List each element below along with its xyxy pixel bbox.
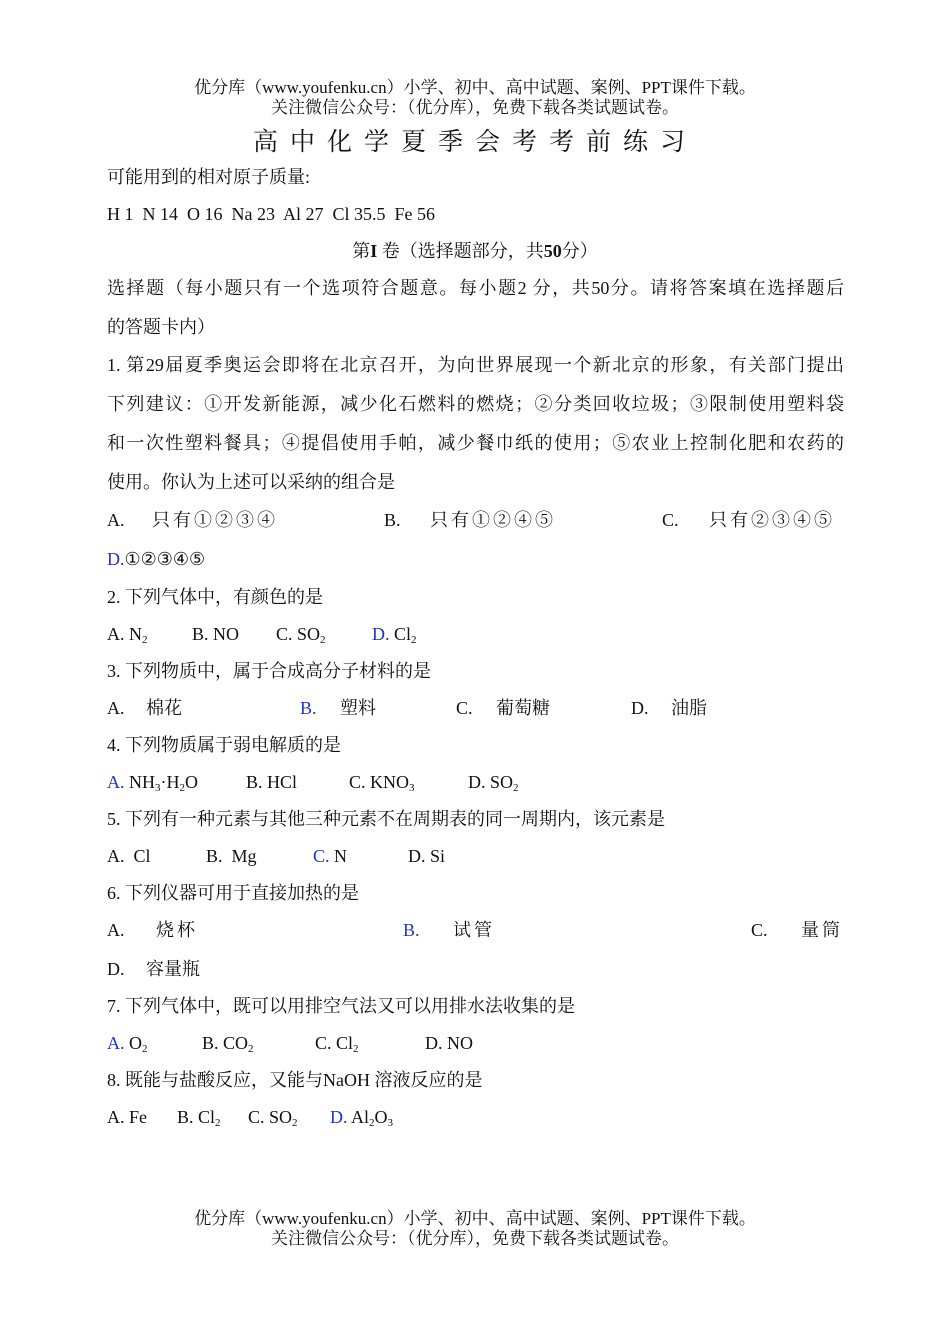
q2-option-a: A. $N_2$ — [107, 624, 148, 646]
q3-answer-label: B. — [300, 698, 317, 718]
q8-option-b: B. $Cl_2$ — [177, 1107, 221, 1129]
instructions-line-1: 选择题（每小题只有一个选项符合题意。每小题2 分，共50分。请将答案填在选择题后 — [107, 278, 844, 298]
q6-option-a-label: A. — [107, 920, 125, 940]
q7-option-a: A. $O_2$ — [107, 1033, 148, 1055]
section-title-score: 50 — [543, 241, 562, 261]
q2-option-c: C. $SO_2$ — [276, 624, 326, 646]
q1-option-d-text: ①②③④⑤ — [124, 549, 206, 569]
q2-answer-label: D. — [372, 624, 390, 644]
q4-option-c: C. $KNO_3$ — [349, 772, 415, 794]
footer-line-1: 优分库（www.youfenku.cn）小学、初中、高中试题、案例、PPT课件下载。 — [194, 1209, 756, 1228]
q1-option-d — [107, 547, 205, 571]
q2-options-row — [0, 622, 950, 652]
atomic-mass-list: H 1 N 14 O 16 Na 23 Al 27 Cl 35.5 Fe 56 — [107, 204, 435, 224]
q7-option-d: D. NO — [425, 1033, 473, 1053]
section-title-roman: I — [370, 241, 378, 261]
atomic-mass-intro: 可能用到的相对原子质量: — [107, 167, 310, 187]
q3-option-a-label: A. — [107, 698, 125, 718]
q5-option-c: C. N — [313, 846, 348, 866]
q1-option-a-text: 只有①②③④ — [152, 510, 278, 530]
q8-option-a: A. Fe — [107, 1107, 147, 1127]
q6-option-c-label: C. — [751, 920, 768, 940]
q7-options-row — [0, 1031, 950, 1061]
q3-option-d-label: D. — [631, 698, 649, 718]
section-title-mid: 卷（选择题部分，共 — [377, 241, 544, 261]
instructions-line-2: 的答题卡内） — [107, 317, 215, 337]
q4-answer-label: A. — [107, 772, 125, 792]
q5-option-a: A. Cl — [107, 846, 151, 866]
q1-options-row — [0, 508, 950, 538]
header-line-2: 关注微信公众号：（优分库），免费下载各类试题试卷。 — [271, 98, 679, 117]
q1-option-c-text: 只有②③④⑤ — [709, 510, 835, 530]
q8-option-c: C. $SO_2$ — [248, 1107, 298, 1129]
q5-option-d: D. Si — [408, 846, 446, 866]
q5-answer-label: C. — [313, 846, 330, 866]
q4-stem: 4. 下列物质属于弱电解质的是 — [107, 735, 341, 755]
q8-option-d: D. $Al_2O_3$ — [330, 1107, 394, 1129]
q6-option-c-text: 量筒 — [801, 920, 843, 940]
q7-answer-label: A. — [107, 1033, 125, 1053]
q5-stem: 5. 下列有一种元素与其他三种元素不在周期表的同一周期内，该元素是 — [107, 809, 665, 829]
q6-option-d-text: 容量瓶 — [146, 959, 200, 979]
header-line-1: 优分库（www.youfenku.cn）小学、初中、高中试题、案例、PPT课件下载。 — [194, 78, 756, 97]
q4-option-d: D. $SO_2$ — [468, 772, 519, 794]
q3-option-b-text: 塑料 — [340, 698, 376, 718]
q6-option-b-text: 试管 — [453, 920, 495, 940]
q3-option-c-label: C. — [456, 698, 473, 718]
q2-option-b: B. NO — [192, 624, 240, 644]
footer-line-2: 关注微信公众号：（优分库），免费下载各类试题试卷。 — [271, 1229, 679, 1248]
q3-stem: 3. 下列物质中，属于合成高分子材料的是 — [107, 661, 431, 681]
q5-options-row — [0, 844, 950, 874]
q6-stem: 6. 下列仪器可用于直接加热的是 — [107, 883, 359, 903]
q7-option-b: B. $CO_2$ — [202, 1033, 254, 1055]
q6-options-row — [0, 918, 950, 948]
q4-option-a: A. $NH_3\cdot H_2O$ — [107, 772, 198, 794]
q3-option-d-text: 油脂 — [671, 698, 707, 718]
q1-stem-line-4: 使用。你认为上述可以采纳的组合是 — [107, 472, 395, 492]
q1-stem-line-3: 和一次性塑料餐具；④提倡使用手帕，减少餐巾纸的使用；⑤农业上控制化肥和农药的 — [107, 433, 844, 453]
q8-answer-label: D. — [330, 1107, 348, 1127]
q6-answer-label: B. — [403, 920, 420, 940]
q1-option-b-text: 只有①②④⑤ — [430, 510, 556, 530]
q6-option-d-label: D. — [107, 959, 125, 979]
q1-answer-d-label: D. — [107, 549, 125, 569]
q7-stem: 7. 下列气体中，既可以用排空气法又可以用排水法收集的是 — [107, 996, 575, 1016]
q3-option-c-text: 葡萄糖 — [496, 698, 550, 718]
q3-options-row — [0, 696, 950, 726]
q7-option-c: C. $Cl_2$ — [315, 1033, 359, 1055]
page-title: 高中化学夏季会考考前练习 — [252, 129, 697, 156]
q1-option-b: B. — [384, 510, 401, 530]
q5-option-b: B. Mg — [206, 846, 257, 866]
section-title-pre: 第 — [352, 241, 371, 261]
q4-options-row — [0, 770, 950, 800]
q1-stem-line-2: 下列建议：①开发新能源，减少化石燃料的燃烧；②分类回收垃圾；③限制使用塑料袋 — [107, 394, 844, 414]
q8-stem: 8. 既能与盐酸反应，又能与NaOH 溶液反应的是 — [107, 1070, 483, 1090]
q4-option-b: B. HCl — [246, 772, 298, 792]
section-title — [0, 239, 950, 263]
section-title-post: 分） — [561, 241, 598, 261]
q8-options-row — [0, 1105, 950, 1135]
q6-option-a-text: 烧杯 — [156, 920, 198, 940]
q3-option-a-text: 棉花 — [146, 698, 182, 718]
q2-stem: 2. 下列气体中，有颜色的是 — [107, 587, 323, 607]
q6-options-row-2 — [0, 957, 950, 987]
q2-option-d: D. $Cl_2$ — [372, 624, 417, 646]
q1-option-c: C. — [662, 510, 679, 530]
q1-stem-line-1: 1. 第29届夏季奥运会即将在北京召开，为向世界展现一个新北京的形象，有关部门提出 — [107, 355, 844, 375]
q1-option-a: A. — [107, 510, 125, 530]
